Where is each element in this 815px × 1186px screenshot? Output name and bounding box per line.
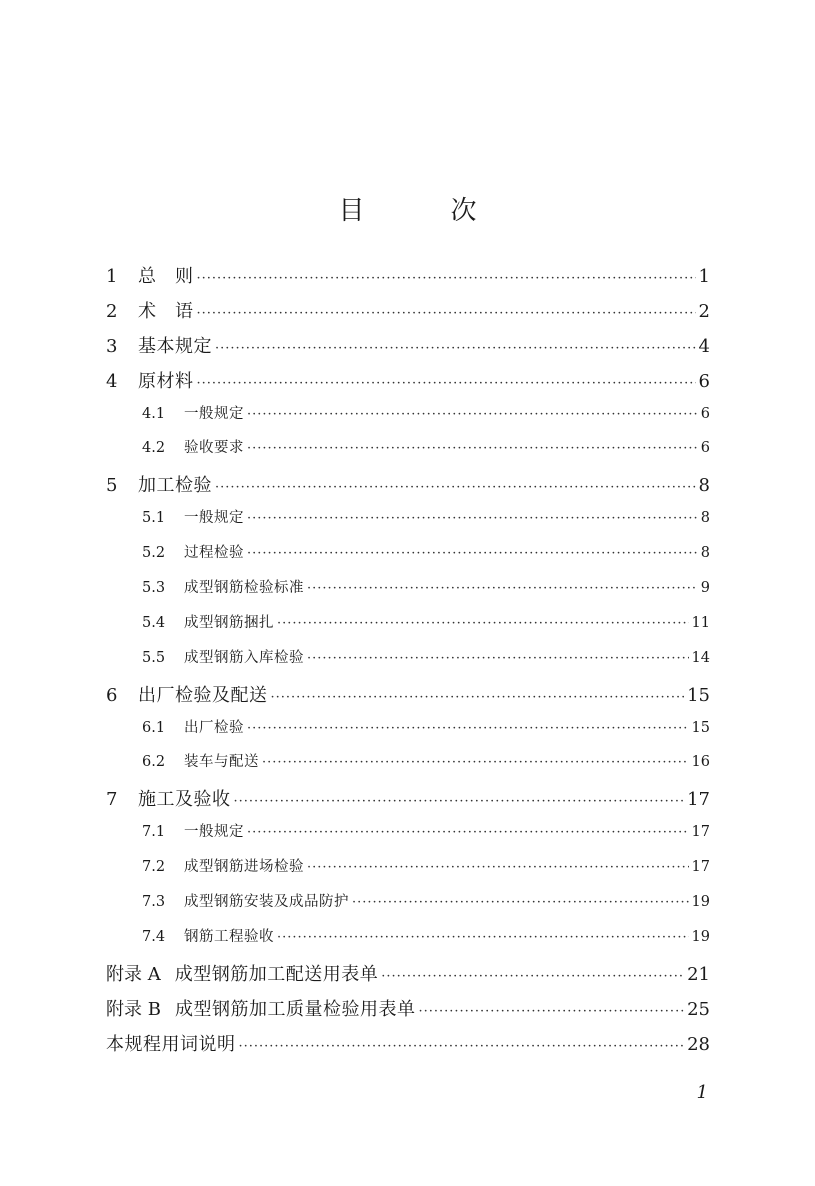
toc-entry-title: 基本规定 (138, 335, 212, 357)
dot-leader (247, 441, 698, 456)
dot-leader (307, 651, 689, 666)
toc-section-entry[interactable] (106, 611, 710, 646)
dot-leader (239, 1039, 685, 1054)
toc-entry-title: 出厂检验及配送 (138, 684, 268, 706)
toc-entry-title: 成型钢筋捆扎 (184, 614, 274, 631)
toc-entry-title: 一般规定 (184, 510, 244, 527)
toc-entry-title: 本规程用词说明 (106, 1033, 236, 1055)
toc-entry-page: 17 (691, 859, 710, 876)
page-number: 1 (696, 1082, 708, 1103)
dot-leader (277, 616, 689, 631)
toc-entry-number: 2 (106, 300, 118, 322)
toc-entry-page: 17 (691, 824, 710, 841)
toc-entry-number: 5.2 (142, 545, 166, 562)
dot-leader (215, 480, 696, 495)
toc-section-entry[interactable] (106, 855, 710, 890)
toc-entry-number: 7.4 (142, 928, 166, 945)
toc-entry-title: 一般规定 (184, 824, 244, 841)
toc-entry-number: 4.2 (142, 440, 166, 457)
toc-entry-number: 7.2 (142, 859, 166, 876)
dot-leader (247, 511, 698, 526)
dot-leader (197, 376, 696, 391)
toc-entry-page: 1 (698, 266, 710, 287)
dot-leader (247, 407, 698, 422)
toc-entry-title: 装车与配送 (184, 754, 259, 771)
toc-entry-page: 8 (698, 475, 710, 497)
toc-entry-number: 6.1 (142, 719, 166, 736)
toc-section-entry[interactable] (106, 576, 710, 611)
toc-entry-title: 成型钢筋加工配送用表单 (174, 963, 379, 985)
toc-chapter-entry[interactable] (106, 262, 710, 297)
toc-entry-title: 加工检验 (138, 475, 212, 497)
dot-leader (197, 271, 696, 286)
toc-entry-title: 出厂检验 (184, 719, 244, 736)
toc-entry-page: 15 (691, 719, 710, 736)
dot-leader (307, 860, 689, 875)
dot-leader (418, 1004, 684, 1019)
toc-entry-number: 4.1 (142, 405, 166, 422)
toc-entry-page: 8 (700, 545, 710, 562)
toc-chapter-entry[interactable] (106, 471, 710, 506)
toc-chapter-entry[interactable] (106, 1030, 710, 1065)
toc-section-entry[interactable] (106, 646, 710, 681)
dot-leader (352, 895, 689, 910)
page-title: 目 次 (338, 196, 507, 226)
toc-entry-title: 成型钢筋进场检验 (184, 859, 304, 876)
toc-chapter-entry[interactable] (106, 995, 710, 1030)
toc-section-entry[interactable] (106, 925, 710, 960)
toc-entry-page: 6 (698, 370, 710, 392)
dot-leader (247, 546, 698, 561)
toc-entry-page: 25 (687, 998, 710, 1020)
toc-entry-title: 成型钢筋加工质量检验用表单 (174, 998, 416, 1020)
toc-entry-page: 19 (691, 928, 710, 945)
toc-entry-number: 1 (106, 266, 118, 287)
toc-entry-page: 8 (700, 510, 710, 527)
toc-entry-title: 过程检验 (184, 545, 244, 562)
table-of-contents (106, 262, 710, 1064)
toc-entry-title: 成型钢筋入库检验 (184, 649, 304, 666)
toc-entry-page: 9 (700, 580, 710, 597)
dot-leader (247, 721, 689, 736)
toc-entry-number: 4 (106, 370, 118, 392)
toc-chapter-entry[interactable] (106, 297, 710, 332)
toc-entry-number: 7 (106, 789, 118, 811)
toc-entry-title: 验收要求 (184, 440, 244, 457)
toc-entry-title: 成型钢筋检验标准 (184, 580, 304, 597)
toc-entry-page: 6 (700, 405, 710, 422)
toc-entry-page: 11 (691, 614, 710, 631)
toc-chapter-entry[interactable] (106, 681, 710, 716)
toc-entry-page: 28 (687, 1033, 710, 1055)
toc-entry-page: 16 (691, 754, 710, 771)
toc-entry-number: 6.2 (142, 754, 166, 771)
toc-entry-page: 4 (698, 335, 710, 357)
toc-entry-number: 5.3 (142, 580, 166, 597)
toc-section-entry[interactable] (106, 716, 710, 751)
toc-entry-page: 2 (698, 300, 710, 322)
toc-entry-title: 总 则 (138, 266, 194, 287)
toc-entry-title: 原材料 (138, 370, 194, 392)
toc-entry-number: 附录 A (106, 963, 161, 985)
toc-entry-number: 6 (106, 684, 118, 706)
toc-section-entry[interactable] (106, 436, 710, 471)
toc-entry-number: 7.1 (142, 824, 166, 841)
dot-leader (197, 306, 696, 321)
toc-entry-page: 6 (700, 440, 710, 457)
toc-entry-number: 5.1 (142, 510, 166, 527)
toc-entry-page: 15 (687, 684, 710, 706)
dot-leader (215, 341, 696, 356)
toc-chapter-entry[interactable] (106, 367, 710, 402)
toc-section-entry[interactable] (106, 820, 710, 855)
toc-entry-page: 14 (691, 649, 710, 666)
toc-entry-number: 附录 B (106, 998, 161, 1020)
toc-entry-number: 5 (106, 475, 118, 497)
toc-entry-number: 5.4 (142, 614, 166, 631)
toc-entry-page: 17 (687, 789, 710, 811)
toc-entry-number: 5.5 (142, 649, 166, 666)
dot-leader (234, 794, 685, 809)
dot-leader (307, 581, 698, 596)
toc-section-entry[interactable] (106, 402, 710, 437)
toc-entry-title: 钢筋工程验收 (184, 928, 274, 945)
toc-chapter-entry[interactable] (106, 332, 710, 367)
toc-section-entry[interactable] (106, 750, 710, 785)
dot-leader (247, 825, 689, 840)
toc-entry-page: 21 (687, 963, 710, 985)
toc-chapter-entry[interactable] (106, 785, 710, 820)
toc-entry-title: 术 语 (138, 300, 194, 322)
dot-leader (381, 969, 684, 984)
toc-entry-title: 成型钢筋安装及成品防护 (184, 894, 349, 911)
dot-leader (277, 930, 689, 945)
toc-entry-page: 19 (691, 894, 710, 911)
toc-section-entry[interactable] (106, 890, 710, 925)
toc-entry-title: 施工及验收 (138, 789, 231, 811)
dot-leader (271, 690, 685, 705)
toc-entry-title: 一般规定 (184, 405, 244, 422)
toc-section-entry[interactable] (106, 541, 710, 576)
dot-leader (262, 755, 689, 770)
toc-entry-number: 7.3 (142, 894, 166, 911)
toc-entry-number: 3 (106, 335, 118, 357)
toc-chapter-entry[interactable] (106, 960, 710, 995)
toc-section-entry[interactable] (106, 506, 710, 541)
